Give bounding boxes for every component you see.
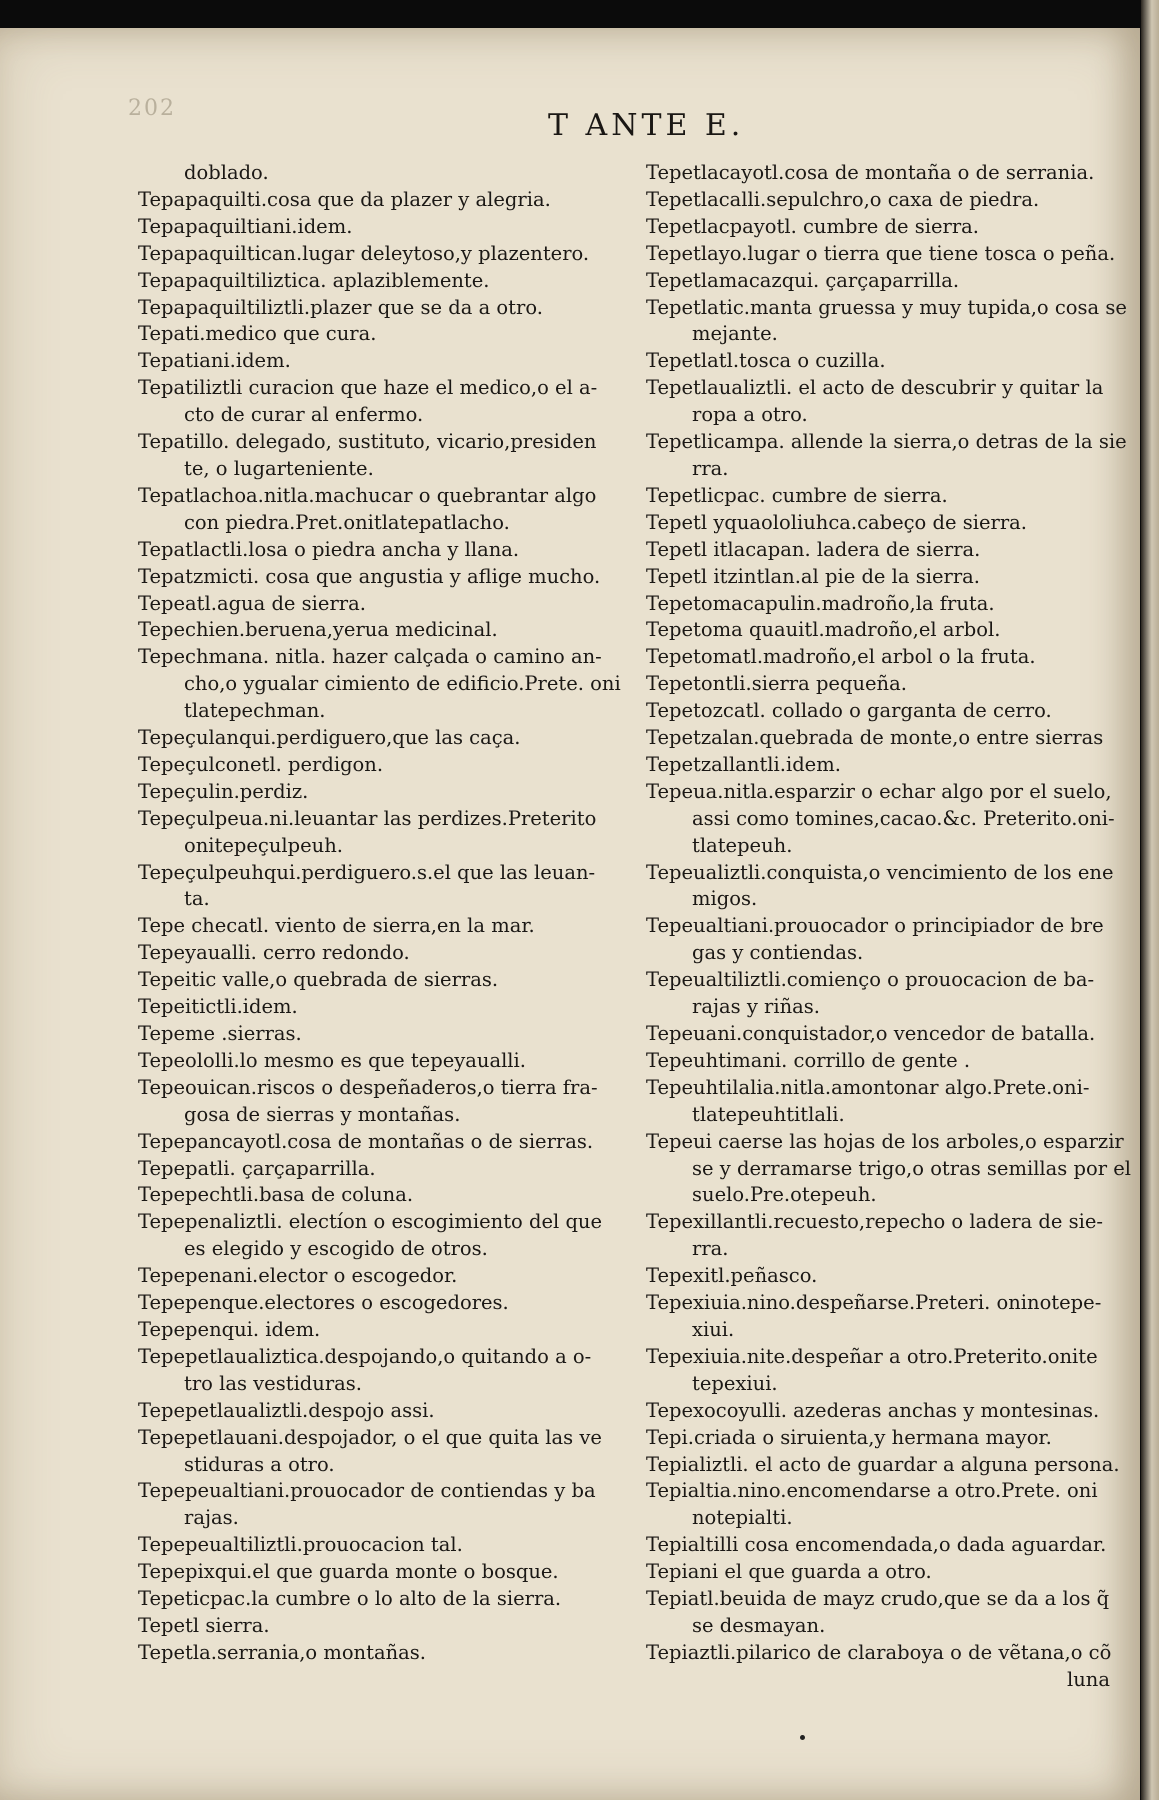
entry-continuation: rra.: [692, 1237, 729, 1261]
dictionary-entry: Tepialtia.nino.encomendarse a otro.Prete. oni: [646, 1479, 1098, 1503]
entry-continuation: se y derramarse trigo,o otras semillas por el: [692, 1156, 1132, 1180]
dictionary-entry: Tepetzallantli.idem.: [646, 752, 841, 776]
dictionary-entry: Tepapaquilti.cosa que da plazer y alegria.: [138, 187, 551, 211]
dictionary-entry: Tepeyaualli. cerro redondo.: [138, 941, 410, 965]
ink-dot: [800, 1735, 805, 1740]
dictionary-entry: Tepiaztli.pilarico de claraboya o de vẽtana,o cõ: [646, 1640, 1112, 1664]
dictionary-entry: Tepetlatic.manta gruessa y muy tupida,o cosa se: [646, 295, 1127, 319]
dictionary-entry: Tepexocoyulli. azederas anchas y montesinas.: [646, 1398, 1100, 1422]
dictionary-entry: Tepetlatl.tosca o cuzilla.: [646, 349, 886, 373]
dictionary-entry: Tepetl itlacapan. ladera de sierra.: [646, 537, 981, 561]
dictionary-entry: Tepeçulin.perdiz.: [138, 779, 309, 803]
dictionary-entry: Tepeualiztli.conquista,o vencimiento de los ene: [646, 860, 1114, 884]
dictionary-entry: Tepialtilli cosa encomendada,o dada aguardar.: [646, 1533, 1107, 1557]
entry-continuation: xiui.: [692, 1317, 735, 1341]
entry-continuation: cto de curar al enfermo.: [184, 403, 424, 427]
dictionary-entry: Tepeçulpeua.ni.leuantar las perdizes.Preterito: [138, 806, 597, 830]
dictionary-entry: Tepepeualtiliztli.prouocacion tal.: [138, 1533, 463, 1557]
entry-continuation: rajas.: [184, 1506, 239, 1530]
entry-continuation: assi como tomines,cacao.&c. Preterito.oni-: [692, 806, 1115, 830]
dictionary-entry: Tepetlayo.lugar o tierra que tiene tosca o peña.: [646, 241, 1116, 265]
dictionary-entry: Tepetl itzintlan.al pie de la sierra.: [646, 564, 980, 588]
dictionary-entry: Tepetontli.sierra pequeña.: [646, 672, 907, 696]
entry-continuation: suelo.Pre.otepeuh.: [692, 1183, 877, 1207]
dictionary-entry: Tepatiliztli curacion que haze el medico,o el a-: [138, 376, 598, 400]
dictionary-entry: Tepatlactli.losa o piedra ancha y llana.: [138, 537, 520, 561]
dictionary-entry: Tepepixqui.el que guarda monte o bosque.: [138, 1560, 559, 1584]
entry-continuation: te, o lugarteniente.: [184, 456, 374, 480]
dictionary-entry: Tepeuhtimani. corrillo de gente .: [646, 1048, 971, 1072]
dictionary-entry: Tepetlacpayotl. cumbre de sierra.: [646, 214, 979, 238]
next-page-edge: [1141, 0, 1159, 1800]
dictionary-entry: Tepatillo. delegado, sustituto, vicario,presiden: [138, 430, 597, 454]
dictionary-entry: Tepeua.nitla.esparzir o echar algo por el suelo,: [646, 779, 1112, 803]
dictionary-entry: Tepexitl.peñasco.: [646, 1264, 818, 1288]
dictionary-entry: Tepetl yquaololiuhca.cabeço de sierra.: [646, 510, 1027, 534]
dictionary-entry: Tepetozcatl. collado o garganta de cerro.: [646, 699, 1052, 723]
entry-continuation: gas y contiendas.: [692, 941, 864, 965]
dictionary-entry: Tepializtli. el acto de guardar a alguna persona.: [646, 1452, 1120, 1476]
dictionary-entry: Tepapaquiltiliztica. aplaziblemente.: [138, 268, 490, 292]
dictionary-entry: Tepe checatl. viento de sierra,en la mar.: [138, 914, 535, 938]
entry-continuation: tepexiui.: [692, 1371, 778, 1395]
dictionary-entry: Tepetoma quauitl.madroño,el arbol.: [646, 618, 1001, 642]
dictionary-entry: Tepetlicpac. cumbre de sierra.: [646, 483, 948, 507]
dictionary-entry: Tepepenque.electores o escogedores.: [138, 1291, 509, 1315]
dictionary-entry: Tepeuani.conquistador,o vencedor de batalla.: [646, 1022, 1096, 1045]
dictionary-entry: Tepetlaualiztli. el acto de descubrir y quitar la: [646, 376, 1104, 400]
entry-continuation: tro las vestiduras.: [184, 1371, 362, 1395]
dictionary-entry: Tepiatl.beuida de mayz crudo,que se da a los q̃: [646, 1587, 1110, 1611]
entry-continuation: onitepeçulpeuh.: [184, 833, 343, 857]
dictionary-entry: Tepeçulconetl. perdigon.: [138, 752, 384, 776]
dictionary-entry: Tepati.medico que cura.: [138, 322, 377, 346]
entry-continuation: gosa de sierras y montañas.: [184, 1102, 461, 1126]
dictionary-entry: Tepechien.beruena,yerua medicinal.: [138, 618, 498, 642]
dictionary-entry: Tepeololli.lo mesmo es que tepeyaualli.: [138, 1048, 526, 1072]
dictionary-entry: Tepeçulanqui.perdiguero,que las caça.: [138, 726, 521, 750]
entry-continuation: notepialti.: [692, 1506, 793, 1530]
dictionary-entry: Tepepeualtiani.prouocador de contiendas y ba: [138, 1479, 596, 1503]
dictionary-entry: Tepapaquiltican.lugar deleytoso,y plazentero.: [138, 241, 590, 265]
dictionary-entry: Tepapaquiltiani.idem.: [138, 214, 353, 238]
entry-continuation: tlatepeuhtitlali.: [692, 1102, 845, 1126]
catchword: luna: [1067, 1667, 1110, 1691]
entry-continuation: mejante.: [692, 322, 778, 346]
dictionary-entry: Tepepancayotl.cosa de montañas o de sierras.: [138, 1129, 594, 1153]
page-number: 202: [128, 96, 176, 121]
dictionary-entry: Tepepetlaualiztica.despojando,o quitando a o-: [138, 1344, 592, 1368]
entry-continuation: rajas y riñas.: [692, 995, 820, 1019]
dictionary-entry: Tepepenani.elector o escogedor.: [138, 1264, 458, 1288]
entry-continuation: doblado.: [184, 161, 269, 184]
entry-continuation: ta.: [184, 887, 210, 911]
entry-continuation: tlatepechman.: [184, 699, 326, 723]
dictionary-entry: Tepapaquiltiliztli.plazer que se da a otro.: [138, 295, 543, 319]
dictionary-entry: Tepetl sierra.: [138, 1613, 270, 1637]
entry-continuation: rra.: [692, 456, 729, 480]
dictionary-entry: Tepepechtli.basa de coluna.: [138, 1183, 414, 1207]
dictionary-entry: Tepeçulpeuhqui.perdiguero.s.el que las leuan-: [138, 860, 596, 884]
entry-continuation: ropa a otro.: [692, 403, 808, 427]
dictionary-entry: Tepexillantli.recuesto,repecho o ladera de sie-: [646, 1210, 1103, 1234]
dictionary-entry: Tepetzalan.quebrada de monte,o entre sierras: [646, 726, 1104, 750]
dictionary-entry: Tepepetlaualiztli.despojo assi.: [138, 1398, 435, 1422]
dictionary-entry: Tepepetlauani.despojador, o el que quita las ve: [138, 1425, 602, 1449]
dictionary-entry: Tepatiani.idem.: [138, 349, 291, 373]
entry-continuation: stiduras a otro.: [184, 1452, 335, 1476]
dictionary-entry: Tepexiuia.nite.despeñar a otro.Preterito.onite: [646, 1344, 1098, 1368]
dictionary-entry: Tepeuhtilalia.nitla.amontonar algo.Prete.oni-: [646, 1075, 1090, 1099]
entry-continuation: tlatepeuh.: [692, 833, 793, 857]
dictionary-entry: Tepetlacayotl.cosa de montaña o de serrania.: [646, 161, 1095, 184]
entry-continuation: con piedra.Pret.onitlatepatlacho.: [184, 510, 510, 534]
dictionary-entry: Tepeatl.agua de sierra.: [138, 591, 366, 615]
dictionary-entry: Tepiani el que guarda a otro.: [646, 1560, 932, 1584]
dictionary-entry: Tepetlicampa. allende la sierra,o detras de la sie: [646, 430, 1127, 454]
entry-continuation: migos.: [692, 887, 758, 911]
dictionary-entry: Tepeitic valle,o quebrada de sierras.: [138, 968, 499, 992]
dictionary-entry: Tepepenaliztli. electíon o escogimiento del que: [138, 1210, 603, 1234]
dictionary-entry: Tepeitictli.idem.: [138, 995, 298, 1019]
dictionary-entry: Tepeme .sierras.: [138, 1022, 302, 1045]
dictionary-entry: Tepetomacapulin.madroño,la fruta.: [646, 591, 995, 615]
dictionary-entry: Tepeticpac.la cumbre o lo alto de la sierra.: [138, 1587, 562, 1611]
dictionary-entry: Tepetlamacazqui. çarçaparrilla.: [646, 268, 960, 292]
dictionary-entry: Tepi.criada o siruienta,y hermana mayor.: [646, 1425, 1052, 1449]
dictionary-entry: Tepeualtiani.prouocador o principiador de bre: [646, 914, 1104, 938]
dictionary-entry: Tepechmana. nitla. hazer calçada o camino an-: [138, 645, 602, 669]
dictionary-entry: Tepeouican.riscos o despeñaderos,o tierra fra-: [138, 1075, 598, 1099]
dictionary-entry: Tepeualtiliztli.comienço o prouocacion de ba-: [646, 968, 1095, 992]
right-column: [646, 160, 1136, 1694]
dictionary-entry: Tepepatli. çarçaparrilla.: [138, 1156, 376, 1180]
dictionary-entry: Tepepenqui. idem.: [138, 1317, 321, 1341]
dictionary-entry: Tepetla.serrania,o montañas.: [138, 1640, 426, 1664]
entry-continuation: es elegido y escogido de otros.: [184, 1237, 488, 1261]
dictionary-entry: Tepatlachoa.nitla.machucar o quebrantar algo: [138, 483, 597, 507]
dictionary-entry: Tepatzmicti. cosa que angustia y aflige mucho.: [138, 564, 601, 588]
entry-continuation: cho,o ygualar cimiento de edificio.Prete. oni: [184, 672, 621, 696]
dictionary-entry: Tepeui caerse las hojas de los arboles,o esparzir: [646, 1129, 1124, 1153]
dictionary-entry: Tepetomatl.madroño,el arbol o la fruta.: [646, 645, 1036, 669]
entry-continuation: se desmayan.: [692, 1613, 826, 1637]
left-column: [138, 160, 628, 1667]
dictionary-entry: Tepexiuia.nino.despeñarse.Preteri. oninotepe-: [646, 1291, 1102, 1315]
dictionary-entry: Tepetlacalli.sepulchro,o caxa de piedra.: [646, 187, 1040, 211]
running-head: T ANTE E.: [548, 108, 745, 143]
